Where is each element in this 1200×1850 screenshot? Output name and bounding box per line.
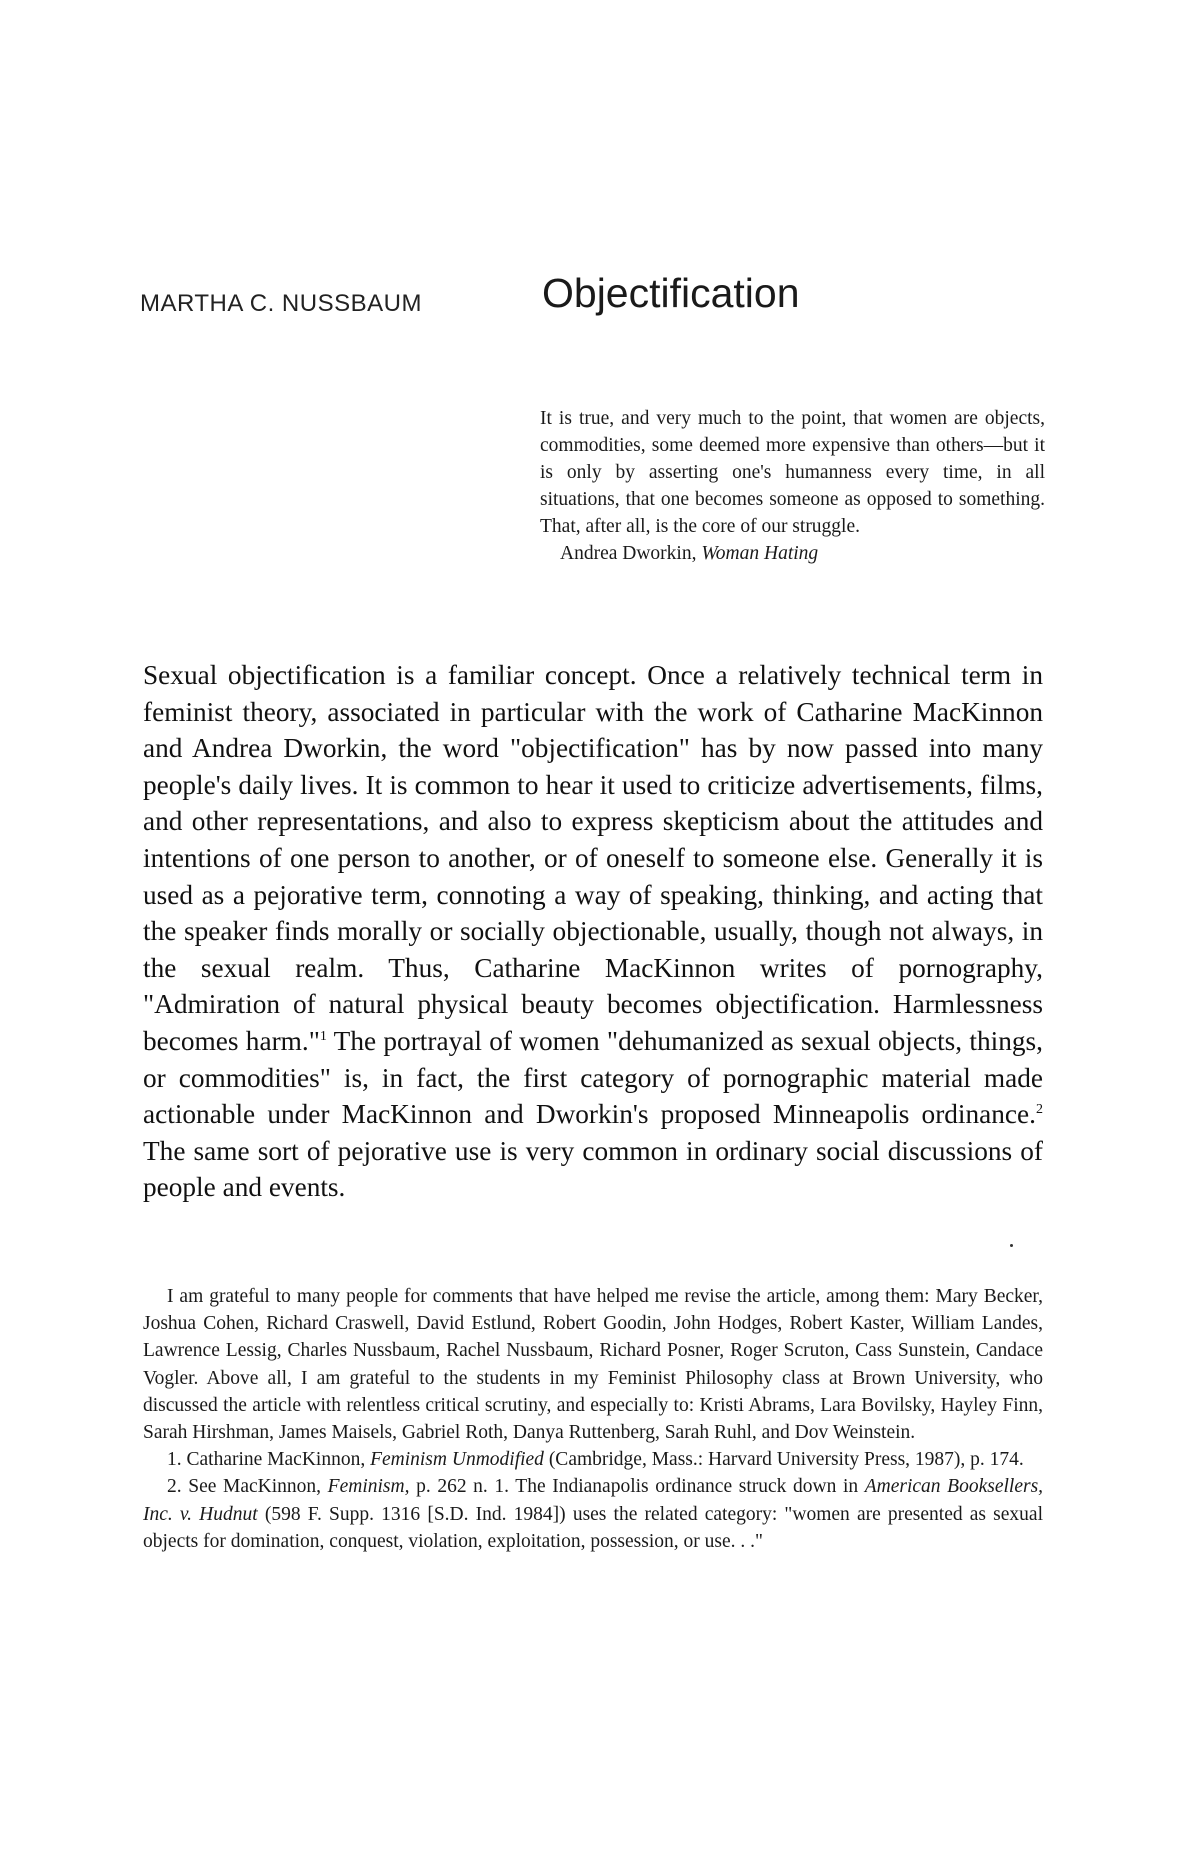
- epigraph-quote: It is true, and very much to the point, that women are objects, commodities, some deemed more expensive than others—but it is only by asserting one's humanness every time, in all situations, that one becomes someone as opposed to something. That, after all, is the core of our struggle.: [540, 408, 1045, 537]
- footnote-2-mid: p. 262 n. 1. The Indianapolis ordinance struck down in: [416, 1476, 859, 1498]
- footnote-2: [143, 1473, 1043, 1555]
- epigraph: [540, 405, 1045, 567]
- footnote-ref-2: 2: [1036, 1102, 1043, 1118]
- footnote-1-pre: Catharine MacKinnon,: [186, 1449, 366, 1471]
- footnote-2-title: Feminism,: [327, 1476, 410, 1498]
- article-title: Objectification: [542, 270, 800, 316]
- body-text-part1: Sexual objectification is a familiar concept. Once a relatively technical term in feminist theory, associated in particular with the work of Catharine MacKinnon and Andrea Dworkin, the word "objectification" has by now passed into many people's daily lives. It is common to hear it used to criticize advertisements, films, and other representations, and also to express skepticism about the attitudes and intentions of one person to another, or of oneself to someone else. Generally it is used as a pejorative term, connoting a way of speaking, thinking, and acting that the speaker finds morally or socially objectionable, usually, though not always, in the sexual realm. Thus, Catharine MacKinnon writes of pornography, "Admiration of natural physical beauty becomes objectification. Harmlessness becomes harm.": [143, 660, 1043, 1056]
- footnote-2-pre: See MacKinnon,: [188, 1476, 322, 1498]
- body-text-part3: The same sort of pejorative use is very common in ordinary social discussions of people and events.: [143, 1135, 1043, 1203]
- epigraph-attribution-work: Woman Hating: [701, 543, 819, 564]
- author-name: MARTHA C. NUSSBAUM: [140, 290, 422, 317]
- footnote-2-number: 2.: [167, 1476, 182, 1498]
- footnote-2-case: American Booksellers, Inc. v. Hudnut: [143, 1476, 1044, 1525]
- footnote-1-post: (Cambridge, Mass.: Harvard University Press, 1987), p. 174.: [548, 1449, 1024, 1471]
- acknowledgment-note: I am grateful to many people for comments that have helped me revise the article, among them: Mary Becker, Joshua Cohen, Richard Craswell, David Estlund, Robert Goodin, John Hodges, Robert Kaster, William Landes, Lawrence Lessig, Charles Nussbaum, Rachel Nussbaum, Richard Posner, Roger Scruton, Cass Sunstein, Candace Vogler. Above all, I am grateful to the students in my Feminist Philosophy class at Brown University, who discussed the article with relentless critical scrutiny, and especially to: Kristi Abrams, Lara Bovilsky, Hayley Finn, Sarah Hirshman, James Maisels, Gabriel Roth, Danya Ruttenberg, Sarah Ruhl, and Dov Weinstein.: [143, 1286, 1043, 1444]
- epigraph-attribution-author: Andrea Dworkin,: [560, 543, 697, 564]
- footnote-2-post: (598 F. Supp. 1316 [S.D. Ind. 1984]) uses the related category: "women are presented as sexual objects for domination, conquest, violation, exploitation, possession, or use. . .": [143, 1503, 1043, 1552]
- footnote-1: [143, 1446, 1043, 1473]
- body-paragraph: [143, 657, 1043, 1206]
- body-text-part2: The portrayal of women "dehumanized as sexual objects, things, or commodities" is, in fact, the first category of pornographic material made actionable under MacKinnon and Dworkin's proposed Minneapolis ordinance.: [143, 1025, 1043, 1130]
- footnotes: [143, 1283, 1043, 1555]
- footnote-1-number: 1.: [167, 1449, 182, 1471]
- stray-mark: [1010, 1244, 1013, 1247]
- footnote-1-title: Feminism Unmodified: [370, 1449, 544, 1471]
- epigraph-attribution: [540, 540, 1045, 567]
- footnote-ref-1: 1: [319, 1028, 327, 1044]
